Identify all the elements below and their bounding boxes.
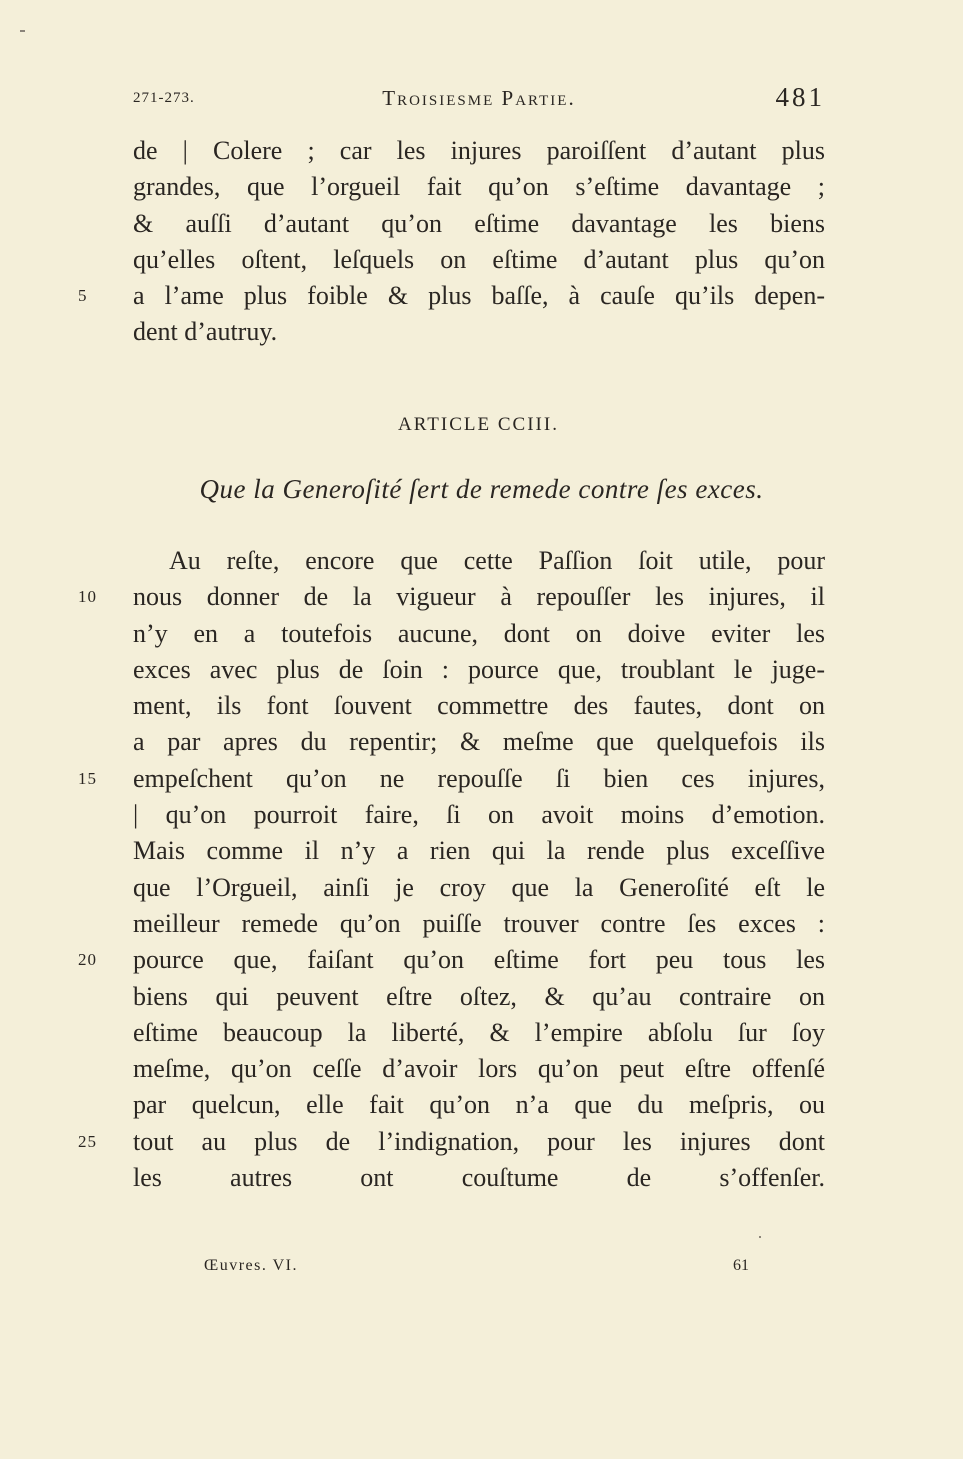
text-line [133,797,825,833]
text-line [133,688,825,724]
line-number: 10 [78,587,97,607]
article-title [0,474,963,505]
text-line [133,133,825,169]
text-line [133,169,825,205]
page-speck [20,30,25,32]
article-number-text: ARTICLE CCIII. [398,414,559,435]
line-number: 5 [78,286,88,306]
text-line [133,543,825,579]
line-text: biens qui peuvent eſtre oſtez, & qu’au contraire on [133,981,825,1011]
header-page-number: 481 [775,82,825,112]
text-line [133,1160,825,1196]
line-text: qu’elles oſtent, leſquels on eſtime d’autant plus qu’on [133,244,825,274]
line-text: meilleur remede qu’on puiſſe trouver contre ſes exces : [133,908,825,938]
line-text: Mais comme il n’y a rien qui la rende plus exceſſive [133,836,825,866]
paragraph-2 [78,543,825,1233]
text-line [133,652,825,688]
line-text: a l’ame plus foible & plus baſſe, à cauſe qu’ils depen- [133,281,825,311]
line-number: 20 [78,950,97,970]
line-text: n’y en a toutefois aucune, dont on doive eviter les [133,618,825,648]
line-number: 15 [78,768,97,788]
running-header [133,82,825,118]
text-line [78,942,825,978]
paragraph-1 [78,133,825,351]
line-text: | qu’on pourroit faire, ſi on avoit moins d’emotion. [133,800,825,830]
line-text: meſme, qu’on ceſſe d’avoir lors qu’on peut eſtre offenſé [133,1054,825,1084]
article-number [0,414,963,436]
text-line [133,616,825,652]
text-line [78,579,825,615]
line-text: tout au plus de l’indignation, pour les injures dont [133,1126,825,1156]
text-line [133,1087,825,1123]
line-text: grandes, que l’orgueil fait qu’on s’eſtime davantage ; [133,172,825,202]
text-line [133,870,825,906]
text-line [78,761,825,797]
line-text: empeſchent qu’on ne repouſſe ſi bien ces injures, [133,763,825,793]
header-section-range: 271-273. [133,90,195,106]
text-line [133,1015,825,1051]
text-line [133,1196,825,1232]
text-line [133,242,825,278]
article-title-text: Que la Generoſité ſert de remede contre ſes exces. [199,474,764,504]
text-line [133,906,825,942]
line-text: eſtime beaucoup la liberté, & l’empire abſolu ſur ſoy [133,1017,825,1047]
text-line [133,979,825,1015]
line-text: pource que, faiſant qu’on eſtime fort peu tous les [133,945,825,975]
text-line [133,206,825,242]
line-text: & auſſi d’autant qu’on eſtime davantage les biens [133,208,825,238]
header-part-title: Troisiesme Partie. [382,86,576,110]
text-line [133,724,825,760]
text-line [133,833,825,869]
line-number: 25 [78,1131,97,1151]
text-line [78,278,825,314]
line-text: par quelcun, elle fait qu’on n’a que du meſpris, ou [133,1090,825,1120]
footer-signature: Œuvres. VI. [204,1257,298,1274]
text-line [133,1051,825,1087]
line-text: exces avec plus de ſoin : pource que, troublant le juge- [133,654,825,684]
line-text: les autres ont couſtume de s’offenſer. [133,1163,825,1193]
line-text: nous donner de la vigueur à repouſſer les injures, il [133,582,825,612]
line-text: Au reſte, encore que cette Paſſion ſoit utile, pour [169,546,825,575]
line-text: ment, ils font ſouvent commettre des fautes, dont on [133,691,825,721]
text-line [78,1124,825,1160]
line-text: dent d’autruy. [133,317,278,347]
line-text: de | Colere ; car les injures paroiſſent d’autant plus [133,136,825,165]
page-speck [759,1236,761,1238]
line-text: a par apres du repentir; & meſme que quelquefois ils [133,727,825,757]
text-line [133,314,825,350]
footer-signature-number: 61 [733,1257,749,1274]
line-text: que l’Orgueil, ainſi je croy que la Generoſité eſt le [133,872,825,902]
